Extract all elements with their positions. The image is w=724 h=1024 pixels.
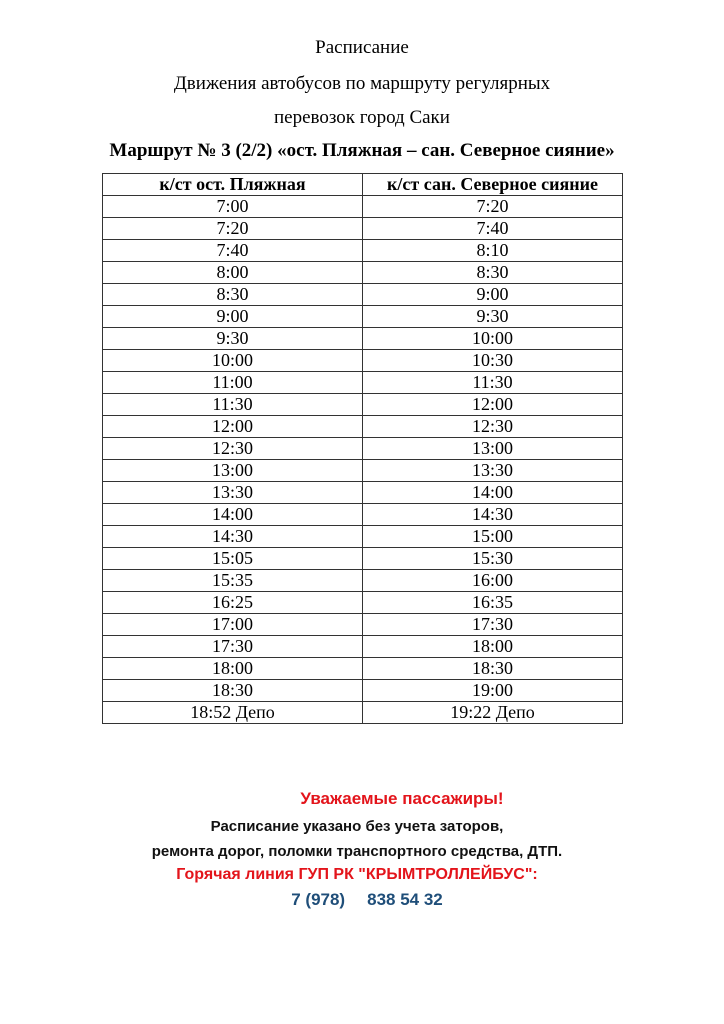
departure-severnoe-siyanie: 16:00: [363, 570, 623, 592]
departure-plyazhnaya: 13:30: [103, 482, 363, 504]
departure-severnoe-siyanie: 7:40: [363, 218, 623, 240]
table-row: [103, 636, 623, 658]
departure-severnoe-siyanie: 9:00: [363, 284, 623, 306]
notice-title: Уважаемые пассажиры!: [300, 789, 504, 808]
table-row: [103, 218, 623, 240]
column-header-plyazhnaya: к/ст ост. Пляжная: [103, 174, 363, 196]
departure-severnoe-siyanie: 18:30: [363, 658, 623, 680]
table-row: [103, 284, 623, 306]
table-row: [103, 592, 623, 614]
table-row: [103, 328, 623, 350]
departure-plyazhnaya: 7:00: [103, 196, 363, 218]
departure-plyazhnaya: 12:00: [103, 416, 363, 438]
table-header-row: [103, 174, 623, 196]
departure-plyazhnaya: 9:00: [103, 306, 363, 328]
departure-plyazhnaya: 8:00: [103, 262, 363, 284]
departure-plyazhnaya: 17:30: [103, 636, 363, 658]
hotline-label: Горячая линия ГУП РК "КРЫМТРОЛЛЕЙБУС":: [176, 866, 538, 883]
departure-severnoe-siyanie: 18:00: [363, 636, 623, 658]
departure-severnoe-siyanie: 10:30: [363, 350, 623, 372]
departure-plyazhnaya: 11:30: [103, 394, 363, 416]
departure-severnoe-siyanie: 9:30: [363, 306, 623, 328]
table-row: [103, 548, 623, 570]
page-title: Расписание: [315, 37, 409, 58]
table-row: [103, 460, 623, 482]
departure-plyazhnaya: 10:00: [103, 350, 363, 372]
departure-severnoe-siyanie: 13:30: [363, 460, 623, 482]
subtitle-line-1: Движения автобусов по маршруту регулярных: [173, 73, 551, 94]
departure-plyazhnaya: 16:25: [103, 592, 363, 614]
table-row: [103, 196, 623, 218]
table-row: [103, 262, 623, 284]
departure-severnoe-siyanie: 10:00: [363, 328, 623, 350]
departure-plyazhnaya: 14:00: [103, 504, 363, 526]
table-row: [103, 416, 623, 438]
departure-severnoe-siyanie: 17:30: [363, 614, 623, 636]
departure-severnoe-siyanie: 8:10: [363, 240, 623, 262]
phone-number: 838 54 32: [367, 890, 443, 909]
departure-severnoe-siyanie: 8:30: [363, 262, 623, 284]
phone-code: 7 (978): [291, 890, 346, 909]
departure-severnoe-siyanie: 12:30: [363, 416, 623, 438]
table-row: [103, 504, 623, 526]
departure-plyazhnaya: 8:30: [103, 284, 363, 306]
table-row: [103, 350, 623, 372]
departure-severnoe-siyanie: 13:00: [363, 438, 623, 460]
table-row: [103, 394, 623, 416]
subtitle-line-2: перевозок город Саки: [274, 107, 450, 128]
notice-line-1: Расписание указано без учета заторов,: [210, 818, 504, 835]
departure-plyazhnaya: 14:30: [103, 526, 363, 548]
departure-plyazhnaya: 9:30: [103, 328, 363, 350]
table-row: [103, 240, 623, 262]
table-row: [103, 438, 623, 460]
table-row: [103, 658, 623, 680]
departure-severnoe-siyanie: 7:20: [363, 196, 623, 218]
route-title: Маршрут № 3 (2/2) «ост. Пляжная – сан. Северное сияние»: [109, 140, 615, 161]
departure-severnoe-siyanie: 12:00: [363, 394, 623, 416]
departure-plyazhnaya: 13:00: [103, 460, 363, 482]
departure-severnoe-siyanie: 19:22 Депо: [363, 702, 623, 724]
departure-severnoe-siyanie: 16:35: [363, 592, 623, 614]
departure-plyazhnaya: 15:35: [103, 570, 363, 592]
departure-severnoe-siyanie: 19:00: [363, 680, 623, 702]
departure-plyazhnaya: 18:30: [103, 680, 363, 702]
departure-plyazhnaya: 7:20: [103, 218, 363, 240]
schedule-body: [103, 196, 623, 724]
departure-severnoe-siyanie: 14:30: [363, 504, 623, 526]
column-header-severnoe-siyanie: к/ст сан. Северное сияние: [363, 174, 623, 196]
departure-plyazhnaya: 12:30: [103, 438, 363, 460]
table-row: [103, 614, 623, 636]
departure-plyazhnaya: 15:05: [103, 548, 363, 570]
table-row: [103, 372, 623, 394]
departure-plyazhnaya: 17:00: [103, 614, 363, 636]
departure-severnoe-siyanie: 15:00: [363, 526, 623, 548]
hotline-phone: [5, 890, 724, 910]
departure-plyazhnaya: 11:00: [103, 372, 363, 394]
table-row: [103, 306, 623, 328]
table-row: [103, 482, 623, 504]
departure-severnoe-siyanie: 14:00: [363, 482, 623, 504]
schedule-table: [102, 173, 623, 724]
departure-plyazhnaya: 7:40: [103, 240, 363, 262]
table-row: [103, 570, 623, 592]
departure-severnoe-siyanie: 15:30: [363, 548, 623, 570]
departure-plyazhnaya: 18:52 Депо: [103, 702, 363, 724]
departure-severnoe-siyanie: 11:30: [363, 372, 623, 394]
table-row: [103, 680, 623, 702]
table-row: [103, 526, 623, 548]
departure-plyazhnaya: 18:00: [103, 658, 363, 680]
notice-line-2: ремонта дорог, поломки транспортного средства, ДТП.: [151, 843, 563, 860]
table-row: [103, 702, 623, 724]
